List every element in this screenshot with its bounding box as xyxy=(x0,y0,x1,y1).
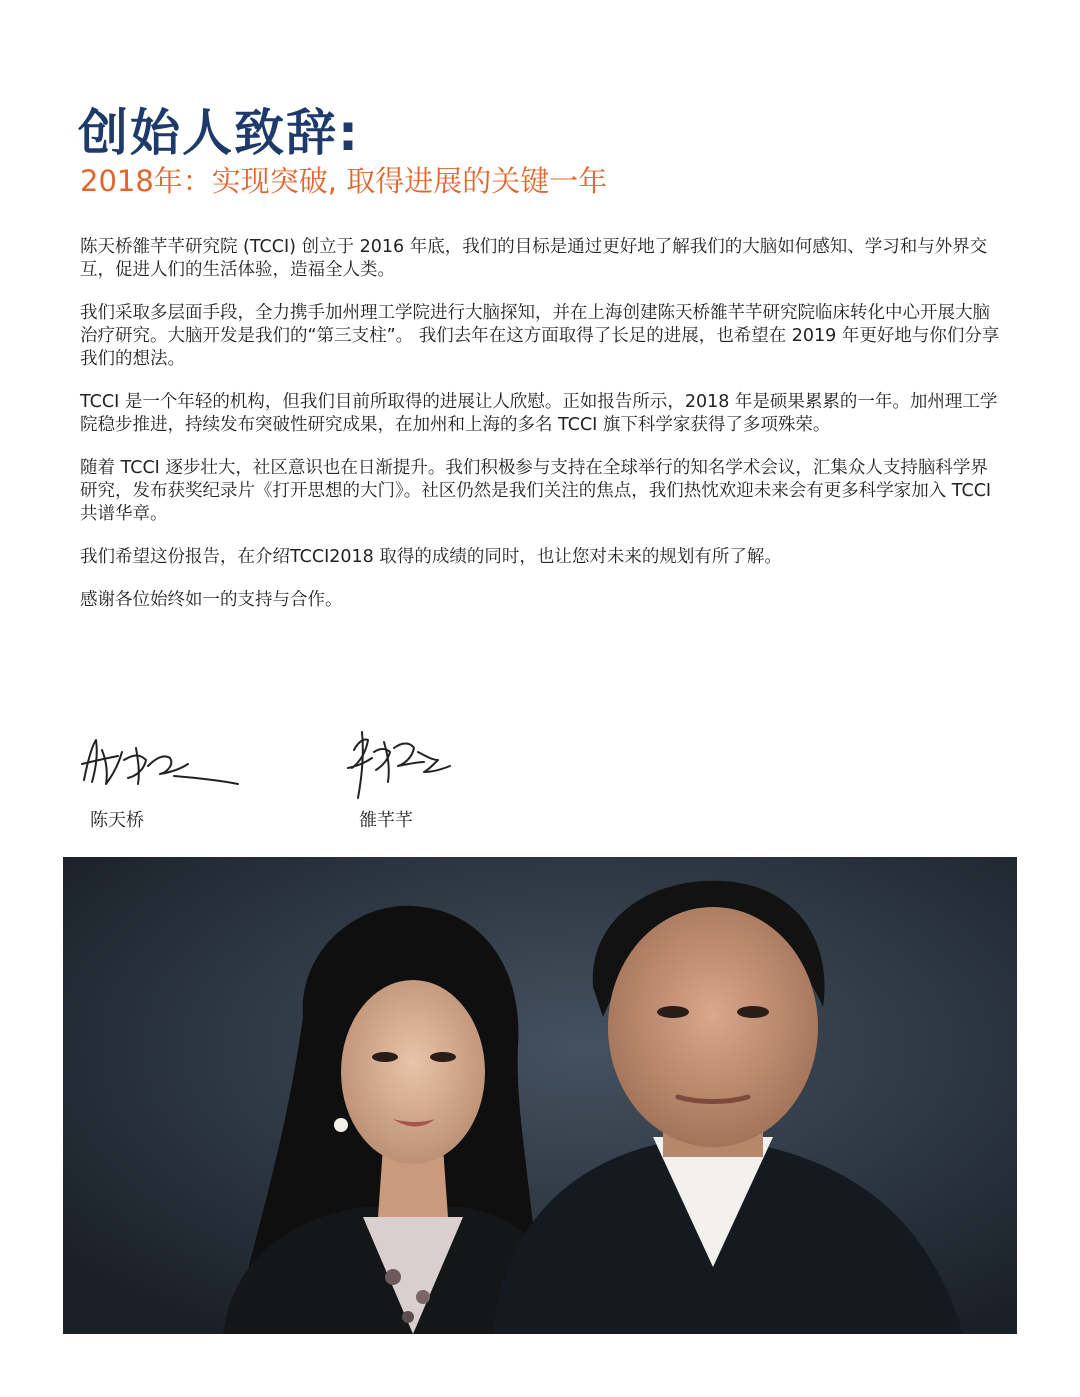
signature-block xyxy=(78,722,538,842)
signature-image xyxy=(78,730,248,794)
paragraph: 陈天桥雒芊芊研究院 (TCCI) 创立于 2016 年底，我们的目标是通过更好地了解我们的大脑如何感知、学习和与外界交互，促进人们的生活体验，造福全人类。 xyxy=(80,237,988,280)
paragraph: 随着 TCCI 逐步壮大，社区意识也在日渐提升。我们积极参与支持在全球举行的知名学术会议，汇集众人支持脑科学界研究，发布获奖纪录片《打开思想的大门》。社区仍然是我们关注的焦点，我们热忱欢迎未来会有更多科学家加入 TCCI 共谱华章。 xyxy=(80,458,992,524)
signature-name: 陈天桥 xyxy=(90,810,144,831)
paragraph: 我们采取多层面手段，全力携手加州理工学院进行大脑探知，并在上海创建陈天桥雒芊芊研究院临床转化中心开展大脑治疗研究。大脑开发是我们的“第三支柱”。 我们去年在这方面取得了长足的进展，也希望在 2019 年更好地与你们分享我们的想法。 xyxy=(80,303,1000,369)
paragraph: TCCI 是一个年轻的机构，但我们目前所取得的进展让人欣慰。正如报告所示，2018 年是硕果累累的一年。加州理工学院稳步推进，持续发布突破性研究成果，在加州和上海的多名 TCCI 旗下科学家获得了多项殊荣。 xyxy=(80,392,998,435)
founders-photo xyxy=(63,857,1017,1334)
page-title: 创始人致辞: xyxy=(78,104,360,162)
letter-body xyxy=(80,236,1000,632)
page-subtitle: 2018年：实现突破, 取得进展的关键一年 xyxy=(80,164,608,198)
paragraph: 感谢各位始终如一的支持与合作。 xyxy=(80,590,343,610)
paragraph: 我们希望这份报告，在介绍TCCI2018 取得的成绩的同时，也让您对未来的规划有所了解。 xyxy=(80,547,782,567)
signature-image xyxy=(340,722,460,802)
signature-name: 雒芊芊 xyxy=(359,810,413,831)
